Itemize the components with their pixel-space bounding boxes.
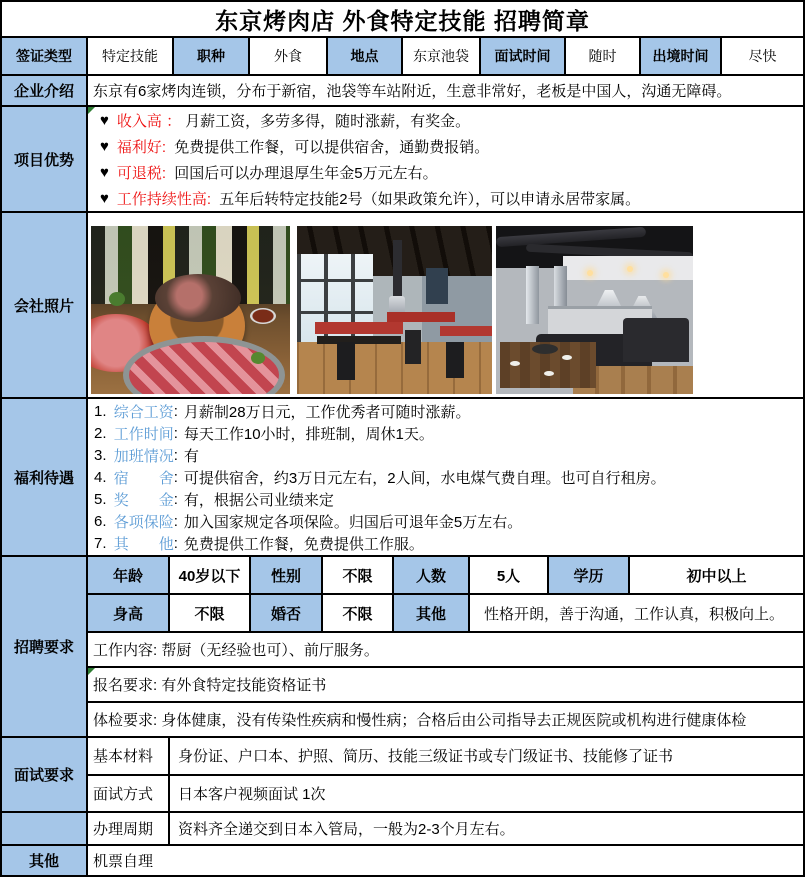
benefits-label: 福利待遇 [2,399,88,555]
separator: : [173,512,178,530]
other-text: 机票自理 [93,853,154,870]
other-content [88,846,803,875]
headcount-value: 5人 [470,557,549,593]
heart-icon: ♥ [100,111,109,129]
job-type-value: 外食 [250,38,328,74]
sauce-dish [250,308,276,324]
visa-type-header: 签证类型 [2,38,88,74]
age-header: 年龄 [88,557,170,593]
separator: : [173,446,178,464]
requirements-label: 招聘要求 [2,557,88,736]
item-number: 1. [94,402,111,420]
departure-time-value: 尽快 [748,48,777,64]
application-req-line [88,668,803,703]
company-photos-row [2,213,803,399]
advantage-highlight: 可退税: [116,164,171,182]
interview-content [88,738,803,811]
item-number: 5. [94,490,111,508]
list-item [100,107,803,133]
benefit-key: 加班情况 [113,447,174,465]
medical-req-text: 体检要求: 身体健康，没有传染性疾病和慢性病；合格后由公司指导去正规医院或机构进行健康体检 [93,712,747,729]
visa-type-value: 特定技能 [88,38,174,74]
benefit-key: 其 他 [113,535,174,553]
list-item [94,400,803,422]
page-title: 东京烤肉店 外食特定技能 招聘简章 [215,7,590,34]
item-number: 2. [94,424,111,442]
marital-header: 婚否 [251,595,323,631]
list-item [94,488,803,510]
list-item [100,133,803,159]
advantage-highlight: 工作持续性高: [116,190,216,208]
processing-period-value: 资料齐全递交到日本入管局，一般为2-3个月左右。 [178,821,515,838]
headcount-header: 人数 [394,557,470,593]
medical-req-line [88,703,803,736]
processing-period-row [2,813,803,846]
requirements-row [2,557,803,738]
list-item [100,185,803,211]
education-value: 初中以上 [686,567,747,585]
materials-value: 身份证、户口本、护照、简历、技能三级证书或专门级证书、技能修了证书 [178,748,674,766]
separator: : [173,424,178,442]
interview-time-value: 随时 [566,38,641,74]
interview-row [2,738,803,813]
benefit-key: 工作时间 [113,425,174,443]
advantage-highlight: 福利好: [116,138,171,156]
company-photos-label: 会社照片 [2,213,88,397]
company-intro-label: 企业介绍 [2,76,88,105]
separator: : [173,490,178,508]
grilled-meat [155,274,241,322]
heart-icon: ♥ [100,163,109,181]
company-photos [88,213,803,397]
garnish [251,352,265,364]
benefit-key: 宿 舍 [113,469,174,487]
comment-marker-icon [88,668,95,675]
interview-method-row [88,776,803,812]
table-grill [532,344,558,354]
interview-time-header: 面试时间 [481,38,566,74]
height-header: 身高 [88,595,170,631]
chair [405,330,421,364]
chair [446,342,464,378]
job-type-header: 职种 [174,38,250,74]
benefits-content [88,399,803,555]
item-number: 4. [94,468,111,486]
requirements-content [88,557,803,736]
booth-seating-photo [496,226,693,394]
list-item [94,444,803,466]
benefit-text: 免费提供工作餐，免费提供工作服。 [183,535,424,553]
departure-time-header: 出境时间 [641,38,722,74]
dish [562,355,572,360]
chair [337,342,355,380]
gender-header: 性别 [251,557,323,593]
processing-period-key: 办理周期 [88,813,170,844]
advantages-content [88,107,803,211]
materials-row [88,738,803,776]
heart-icon: ♥ [100,189,109,207]
list-item [100,159,803,185]
benefit-text: 有，根据公司业绩来定 [183,491,334,509]
advantages-row [2,107,803,213]
summary-header-row [2,38,803,76]
other-label: 其他 [2,846,88,875]
job-duty-text: 工作内容: 帮厨（无经验也可）、前厅服务。 [93,642,379,659]
company-intro-text: 东京有6家烤肉连锁，分布于新宿，池袋等车站附近，生意非常好，老板是中国人，沟通无障碍。 [93,83,732,100]
dining-table [440,326,492,336]
advantage-highlight: 收入高 ： [116,112,182,130]
benefit-text: 每天工作10小时，排班制，周休1天。 [183,425,434,443]
other-req-header: 其他 [394,595,470,631]
dining-table [387,312,455,322]
advantage-text: 五年后转特定技能2号（如果政策允许），可以申请永居带家属。 [219,190,641,208]
meat-platter-photo [91,226,290,394]
benefits-row [2,399,803,557]
advantages-label: 项目优势 [2,107,88,211]
empty-label-cell [2,813,88,844]
booth-seat [623,318,689,362]
benefit-text: 有 [183,447,199,465]
education-header: 学历 [549,557,630,593]
location-value: 东京池袋 [403,38,481,74]
advantage-text: 免费提供工作餐，可以提供宿舍，通勤费报销。 [174,138,490,156]
dining-table [315,322,403,334]
benefit-key: 奖 金 [113,491,174,509]
benefit-key: 各项保险 [113,513,174,531]
garnish [109,292,125,306]
benefit-text: 月薪制28万日元，工作优秀者可随时涨薪。 [183,403,471,421]
heart-icon: ♥ [100,137,109,155]
advantage-text: 回国后可以办理退厚生年金5万元左右。 [174,164,438,182]
marital-value: 不限 [323,595,394,631]
spotlight [627,266,633,272]
benefit-text: 加入国家规定各项保险。归国后可退年金5万左右。 [183,513,523,531]
requirements-grid-row-2 [88,595,803,633]
list-item [94,532,803,554]
other-req-value: 性格开朗，善于沟通，工作认真，积极向上。 [484,605,785,623]
job-duty-line [88,633,803,668]
comment-marker-icon [88,107,95,114]
item-number: 6. [94,512,111,530]
requirements-grid-row-1 [88,557,803,595]
spotlight [663,272,669,278]
advantage-text: 月薪工资，多劳多得，随时涨薪，有奖金。 [185,112,471,130]
dish [544,371,554,376]
dining-room-photo [297,226,492,394]
spotlight [587,270,593,276]
interview-label: 面试要求 [2,738,88,811]
gender-value: 不限 [323,557,394,593]
age-value: 40岁以下 [170,557,251,593]
list-item [94,466,803,488]
dish [510,361,520,366]
interview-method-key: 面试方式 [88,776,170,812]
other-row [2,846,803,875]
benefit-text: 可提供宿舍，约3万日元左右，2人间，水电煤气费自理。也可自行租房。 [183,469,666,487]
list-item [94,422,803,444]
benefit-key: 综合工资 [113,403,174,421]
height-value: 不限 [170,595,251,631]
wall-poster [426,268,448,304]
list-item [94,510,803,532]
application-req-text: 报名要求: 有外食特定技能资格证书 [93,677,327,694]
separator: : [173,534,178,552]
item-number: 7. [94,534,111,552]
location-header: 地点 [328,38,403,74]
separator: : [173,468,178,486]
company-intro-text-cell [88,76,803,105]
exhaust-duct [393,240,402,298]
materials-key: 基本材料 [88,738,170,774]
interview-method-value: 日本客户视频面试 1次 [178,785,326,803]
separator: : [173,402,178,420]
item-number: 3. [94,446,111,464]
title-row [2,2,803,38]
company-intro-row [2,76,803,107]
exhaust-tube [526,266,539,324]
